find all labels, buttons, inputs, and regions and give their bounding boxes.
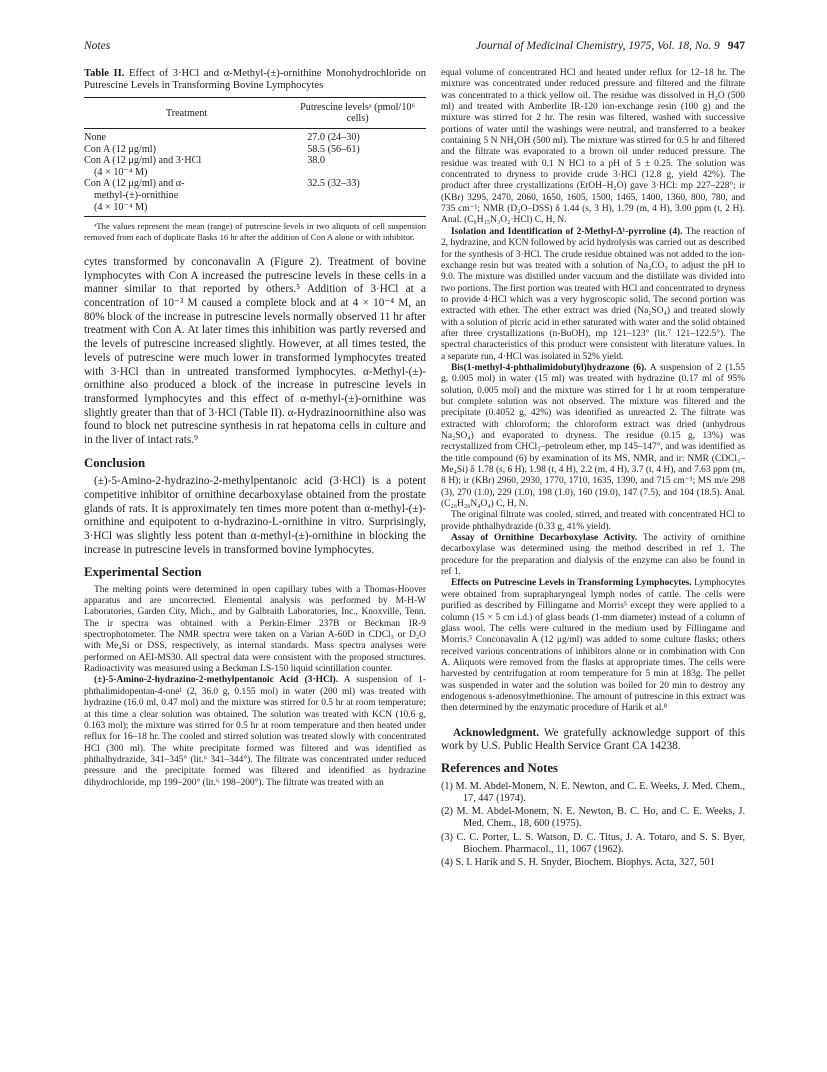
- reference-list: [441, 781, 745, 869]
- right-column: [441, 68, 745, 870]
- section-heading-references: References and Notes: [441, 761, 559, 776]
- isolation-paragraph: [441, 227, 745, 363]
- assay-paragraph: [441, 533, 745, 578]
- reference-item: [441, 781, 745, 805]
- table-col-putrescine: Putrescine levelsᵃ (pmol/10⁶ cells): [300, 101, 416, 125]
- effects-paragraph: [441, 578, 745, 714]
- table-cell-treatment-cont: methyl-(±)-ornithine: [94, 189, 179, 201]
- acknowledgment-text: We gratefully acknowledge support of this work by U.S. Public Health Service Grant CA 14238.: [441, 726, 745, 752]
- synthesis-paragraph: [84, 675, 426, 788]
- table-footnote: ᵃThe values represent the mean (range) of putrescine levels in two aliquots of cell suspension removed from each of duplicate flasks 16 hr after the addition of Con A alone or with inhibitor.: [84, 221, 426, 242]
- reference-text: M. M. Abdel-Monem, N. E. Newton, B. C. Ho, and C. E. Weeks, J. Med. Chem., 18, 600 (1975).: [456, 806, 745, 830]
- continued-paragraph: equal volume of concentrated HCl and heated under reflux for 12–18 hr. The mixture was concentrated under reduced pressure and filtered and the filtrate was concentrated to a thick yellow oil. The residue was dissolved in H₂O (500 ml) and treated with Amberlite IR-120 ion-exchange resin (100 g) and the mixture was stirred for 2 hr. The resin was filtered, washed with successive portions of water until the washings were neutral, and transferred to a beaker containing 5 N NH₄OH (500 ml). The mixture was stirred for 0.5 hr and filtered and the filtrate was evaporated to a brown oil under reduced pressure. The residue was treated with 0.1 N HCl to a pH of 5 ± 0.25. The solution was concentrated to dryness to provide crude 3·HCl (12.8 g, yield 42%). The product after three crystallizations (EtOH–H₂O) gave 3·HCl: mp 227–228°; ir (KBr) 3295, 2470, 2060, 1650, 1605, 1500, 1465, 1400, 1360, 800, 780, and 735 cm⁻¹; NMR (D₂O–DSS) δ 1.44 (s, 3 H), 1.79 (m, 4 H), 3.00 ppm (t, 2 H). Anal. (C₆H₁₅N₃O₂·HCl) C, H, N.: [441, 68, 745, 226]
- synthesis-text: A suspension of 1-phthalimidopentan-4-one¹ (2, 36.0 g, 0.155 mol) in water (200 ml) was treated with hydrazine (16.0 ml, 0.47 mol) and the mixture was stirred for 0.5 hr at room temperature; at this time a clear solution was obtained. The solution was treated with KCN (10.6 g, 0.163 mol); the mixture was stirred for 0.5 hr at room temperature and then heated under reflux for 16–18 hr. The cooled and stirred solution was treated slowly with concentrated HCl (300 ml). The white precipitate formed was filtered and was identified as phthalhydrazide, 341–345° (lit.⁶ 341–344°). The filtrate was concentrated under reduced pressure and the precipitate formed was filtered and identified as hydrazine dihydrochloride, mp 199–200° (lit.⁶ 198–200°). The filtrate was treated with an: [84, 675, 426, 788]
- table-cell-treatment: Con A (12 μg/ml) and α-: [84, 178, 185, 190]
- acknowledgment: [441, 727, 745, 754]
- reference-number: (3): [441, 831, 453, 843]
- reference-number: (4): [441, 856, 453, 868]
- section-heading-experimental: Experimental Section: [84, 565, 202, 580]
- table-col-treatment: Treatment: [165, 107, 208, 119]
- journal-name: Journal of Medicinal Chemistry, 1975, Vol. 18, No. 9: [476, 40, 720, 52]
- filtrate-paragraph: The original filtrate was cooled, stirred, and treated with concentrated HCl to provide phthalhydrazide (0.33 g, 41% yield).: [441, 510, 745, 532]
- reference-item: [441, 832, 745, 856]
- assay-text: The activity of ornithine decarboxylase was determined using the method described in ref 1. The procedure for the preparation and dialysis of the enzyme can also be found in ref 1.: [441, 533, 745, 578]
- isolation-title: Isolation and Identification of 2-Methyl-Δ¹-pyrroline (4).: [451, 226, 683, 237]
- journal-citation: [476, 40, 745, 52]
- effects-text: Lymphocytes were obtained from suprapharyngeal lymph nodes of cattle. The cells were purified as described by Fillingame and Morris⁵ except they were applied to a column (15 × 5 cm i.d.) of glass beads (1-mm diameter) instead of a column of glass wool. The cells were cultured in the medium used by Fillingame and Morris.⁵ Conconavalin A (12 μg/ml) was added to some culture flasks; others received various concentrations of inhibitors alone or in combination with Con A. Aliquots were removed from the flasks at appropriate times. The cells were harvested by centrifugation at room temperature for 5 min at 183g. The pellet was suspended in water and the solution was boiled for 20 min to destroy any endogenous s-adenosylmethionine. The amount of putrescine in this extract was then determined by the enzymatic procedure of Harik et al.⁸: [441, 578, 746, 714]
- reference-text: S. I. Harik and S. H. Snyder, Biochem. Biophys. Acta, 327, 501: [455, 856, 715, 868]
- table-cell-treatment-cont: (4 × 10⁻⁴ M): [94, 201, 148, 213]
- table-caption-label: Table II.: [84, 68, 125, 79]
- experimental-paragraph: The melting points were determined in open capillary tubes with a Thomas-Hoover apparatus and are uncorrected. Elemental analysis was performed by M-H-W Laboratories, Garden City, Mich., and by Galbraith Laboratories, Inc., Knoxville, Tenn. The ir spectra was obtained with a Perkin-Elmer 237B or Beckman IR-9 spectrophotometer. The NMR spectra were taken on a Varian A-60D in CDCl₃ or D₂O with Me₄Si or DSS, respectively, as internal standards. Mass spectra analyses were performed on AEI-MS30. All spectral data were consistent with the proposed structures. Radioactivity was measured using a Beckman LS-150 liquid scintillation counter.: [84, 584, 426, 675]
- hydrazone-text: A suspension of 2 (1.55 g, 0.005 mol) in water (15 ml) was treated with hydrazine (0.17 ml of 95% solution, 0.005 mol) and the mixture was stirred for 1 hr at room temperature but complete solution was not observed. The mixture was filtered and the precipitate (0.4052 g, 42%) was identified as unreacted 2. The filtrate was extracted with chloroform; the chloroform extract was dried (anhydrous Na₂SO₄) and evaporated to dryness. The residue (0.15 g, 13%) was recrystallized from CHCl₃–petroleum ether, mp 145–147°, and was identified as the title compound (6) by examination of its MS, NMR, and ir: NMR (CDCl₃–Me₄Si) δ 1.78 (s, 6 H), 1.98 (t, 4 H), 2.2 (m, 4 H), 3.7 (t, 4 H), and 7.63 ppm (m, 8 H); ir (KBr) 2960, 2930, 1770, 1710, 1635, 1390, and 715 cm⁻¹; MS m/e 298 (3), 270 (1.0), 229 (1.0), 198 (1.0), 160 (19.0), 147 (7.5), and 104 (18.5). Anal. (C₂₆H₂₆N₄O₄) C, H, N.: [441, 362, 745, 510]
- reference-text: M. M. Abdel-Monem, N. E. Newton, and C. E. Weeks, J. Med. Chem., 17, 447 (1974).: [455, 780, 745, 804]
- running-header: [84, 40, 745, 56]
- table-cell-value: 38.0: [307, 155, 326, 167]
- table-caption-text: Effect of 3·HCl and α-Methyl-(±)-ornithine Monohydrochloride on Putrescine Levels in Transforming Bovine Lymphocytes: [84, 68, 426, 92]
- assay-title: Assay of Ornithine Decarboxylase Activity.: [451, 533, 638, 544]
- section-heading-conclusion: Conclusion: [84, 455, 146, 470]
- isolation-text: The reaction of 2, hydrazine, and KCN followed by acid hydrolysis was carried out as described for the synthesis of 3·HCl. The crude residue obtained was not added to the ion-exchange resin but was treated with a solution of Na₂CO₃ to adjust the pH to 9.0. The mixture was distilled under vacuum and the distillate was divided into two portions. The first portion was treated with HCl and concentrated to dryness to provide 4·HCl which was a very hygroscopic solid. The second portion was extracted with ether. The ether extract was dried (Na₂SO₄) and treated slowly with a solution of picric acid in ether saturated with water and the solid obtained after three crystallizations (n-BuOH), mp 121–123° (lit.⁷ 121–122.5°). The spectral characteristics of this product were consistent with literature values. In a separate run, 4·HCl was isolated in 52% yield.: [441, 226, 745, 362]
- synthesis-title: (±)-5-Amino-2-hydrazino-2-methylpentanoic Acid (3·HCl).: [94, 675, 338, 686]
- reference-text: C. C. Porter, L. S. Watson, D. C. Titus, J. A. Totaro, and S. S. Byer, Biochem. Pharmacol., 11, 1067 (1962).: [456, 831, 746, 855]
- table-cell-treatment-cont: (4 × 10⁻⁴ M): [94, 166, 148, 178]
- reference-number: (1): [441, 780, 453, 792]
- section-label: Notes: [84, 40, 111, 52]
- reference-item: [441, 806, 745, 830]
- table-cell-value: 58.5 (56–61): [307, 143, 360, 155]
- effects-title: Effects on Putrescine Levels in Transforming Lymphocytes.: [451, 578, 692, 589]
- table-ii: [84, 97, 426, 217]
- hydrazone-paragraph: [441, 363, 745, 510]
- table-cell-value: 32.5 (32–33): [307, 178, 360, 190]
- acknowledgment-title: Acknowledgment.: [453, 726, 540, 739]
- table-caption: [84, 68, 426, 93]
- conclusion-paragraph: (±)-5-Amino-2-hydrazino-2-methylpentanoic acid (3·HCl) is a potent competitive inhibitor of ornithine decarboxylase obtained from the prostate glands of rats. It is approximately ten times more potent than α-methyl-(±)-ornithine and equipotent to α-hydrazino-L-ornithine in vitro. Surprisingly, 3·HCl was slightly less potent than α-methyl-(±)-ornithine in blocking the increase in putrescine levels in transformed bovine lymphocytes.: [84, 475, 426, 556]
- left-column: [84, 68, 426, 789]
- hydrazone-title: Bis(1-methyl-4-phthalimidobutyl)hydrazone (6).: [451, 362, 647, 373]
- reference-number: (2): [441, 806, 453, 818]
- body-paragraph: cytes transformed by conconavalin A (Figure 2). Treatment of bovine lymphocytes with Con A increased the putrescine levels in these cells in a manner similar to that reported by others.⁵ Addition of 3·HCl at a concentration of 10⁻³ M caused a complete block and at 4 × 10⁻⁴ M, an 80% block of the increase in putrescine levels normally observed 11 hr after treatment with Con A. At later times this inhibition was partly reversed and the levels of putrescine increased slightly. However, at all times tested, the levels of putrescine were much lower in transformed lymphocytes treated with 3·HCl than in untreated transformed lymphocytes. α-Methyl-(±)-ornithine also produced a block of the increase in putrescine levels in transformed lymphocytes and this effect of α-methyl-(±)-ornithine was slightly greater than that of 3·HCl (Table II). α-Hydrazinoornithine also was found to block net putrescine synthesis in rat hepatoma cells in culture and in the liver of intact rats.⁹: [84, 255, 426, 447]
- table-cell-treatment: None: [84, 132, 107, 143]
- table-cell-treatment: Con A (12 μg/ml): [84, 143, 156, 155]
- reference-item: [441, 857, 745, 869]
- table-cell-treatment: Con A (12 μg/ml) and 3·HCl: [84, 155, 202, 167]
- table-cell-value: 27.0 (24–30): [307, 132, 360, 143]
- page-number: 947: [727, 40, 745, 52]
